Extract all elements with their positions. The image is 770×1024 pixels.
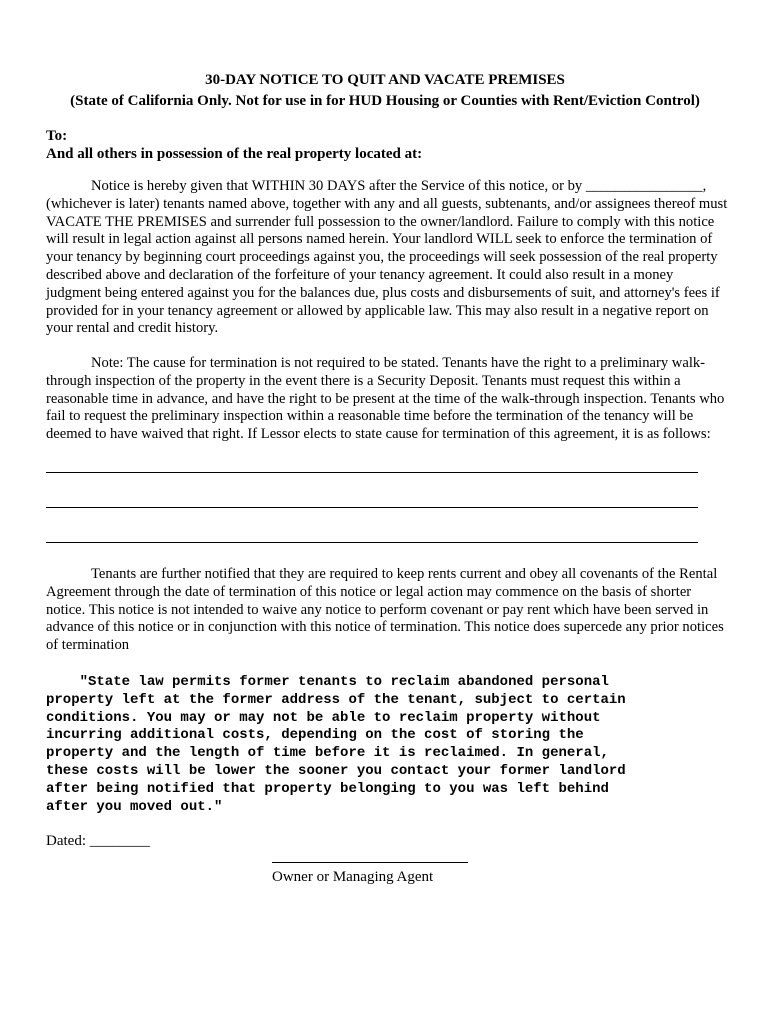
document-title: 30-DAY NOTICE TO QUIT AND VACATE PREMISES: [205, 72, 565, 88]
dated-field[interactable]: Dated: ________: [46, 833, 150, 849]
others-label: And all others in possession of the real property located at:: [46, 146, 423, 162]
notice-paragraph: [46, 178, 730, 338]
signature-line[interactable]: [272, 862, 468, 863]
signature-label: Owner or Managing Agent: [272, 869, 434, 885]
note-paragraph-text: Note: The cause for termination is not required to be stated. Tenants have the right to a preliminary walk-through inspection of the property in the event there is a Security Deposit. Tenants must request this within a reasonable time in advance, and have the right to be present at the time of the walk-through inspection. Tenants who fail to request the preliminary inspection within a reasonable time before the termination of the tenancy will be deemed to have waived that right. If Lessor elects to state cause for termination of this agreement, it is as follows:: [46, 355, 725, 443]
cause-blank-line-1[interactable]: [46, 472, 698, 473]
cause-blank-line-3[interactable]: [46, 542, 698, 543]
cause-blank-line-2[interactable]: [46, 507, 698, 508]
abandoned-property-quote: "State law permits former tenants to reclaim abandoned personal property left at the former address of the tenant, subject to certain conditions. You may or may not be able to reclaim property without incurring additional costs, depending on the cost of storing the property and the length of time before it is reclaimed. In general, these costs will be lower the sooner you contact your former landlord after being notified that property belonging to you was left behind after you moved out.": [46, 674, 626, 815]
to-label: To:: [46, 128, 68, 144]
notice-paragraph-text: Notice is hereby given that WITHIN 30 DAYS after the Service of this notice, or by ________________, (whichever is later) tenants named above, together with any and all guests, subtenants, and/or assignees thereof must VACATE THE PREMISES and surrender full possession to the owner/landlord. Failure to comply with this notice will result in legal action against all persons named herein. Your landlord WILL seek to enforce the termination of your tenancy by beginning court proceedings against you, the proceedings will seek possession of the real property described above and declaration of the forfeiture of your tenancy agreement. It could also result in a money judgment being entered against you for the balances due, plus costs and disbursements of suit, and attorney's fees if provided for in your tenancy agreement or allowed by applicable law. This may also result in a negative report on your rental and credit history.: [46, 178, 728, 337]
note-paragraph: [46, 355, 730, 444]
further-paragraph: [46, 566, 730, 655]
document-subtitle: (State of California Only. Not for use in for HUD Housing or Counties with Rent/Eviction Control): [70, 93, 700, 109]
further-paragraph-text: Tenants are further notified that they are required to keep rents current and obey all covenants of the Rental Agreement through the date of termination of this notice or legal action may commence on the basis of shorter notice. This notice is not intended to waive any notice to perform covenant or pay rent which have been served in advance of this notice or in conjunction with this notice of termination. This notice does supercede any prior notices of termination: [46, 566, 724, 654]
